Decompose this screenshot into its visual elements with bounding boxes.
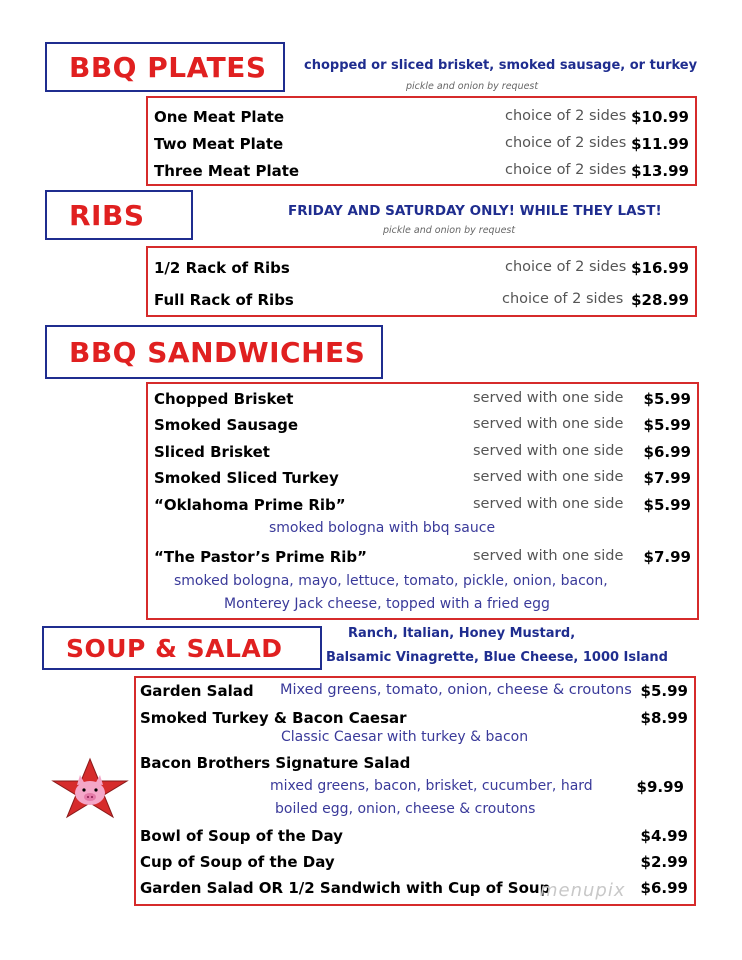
item-note: choice of 2 sides (505, 259, 627, 275)
menu-item (140, 754, 688, 776)
item-price: $5.99 (643, 496, 691, 514)
item-name: Garden Salad (140, 682, 254, 700)
caesar-description: Classic Caesar with turkey & bacon (281, 729, 529, 745)
soup-salad-box (134, 676, 696, 906)
item-price: $10.99 (631, 108, 689, 126)
menu-item (154, 443, 691, 465)
item-name: One Meat Plate (154, 108, 285, 126)
item-price: $7.99 (643, 548, 691, 566)
menu-item (140, 827, 688, 849)
item-price: $2.99 (640, 853, 688, 871)
item-note: served with one side (473, 496, 624, 512)
item-note: Mixed greens, tomato, onion, cheese & croutons (280, 682, 632, 698)
bbq-plates-description: chopped or sliced brisket, smoked sausage, or turkey (304, 58, 698, 73)
signature-description-line2: boiled egg, onion, cheese & croutons (275, 801, 536, 817)
menu-item (154, 291, 689, 313)
item-note: choice of 2 sides (505, 135, 627, 151)
menupix-watermark: menupix (540, 880, 626, 901)
sandwiches-box (146, 382, 699, 620)
signature-description-line1: mixed greens, bacon, brisket, cucumber, hard (270, 778, 593, 794)
item-name: Garden Salad OR 1/2 Sandwich with Cup of Soup (140, 879, 551, 897)
item-name: “Oklahoma Prime Rib” (154, 496, 346, 514)
sandwiches-title: BBQ SANDWICHES (69, 335, 366, 369)
pig-star-icon (50, 757, 130, 819)
ribs-header (45, 190, 193, 240)
menu-item (154, 469, 691, 491)
item-price: $11.99 (631, 135, 689, 153)
menu-item (154, 416, 691, 438)
bbq-plates-title: BBQ PLATES (69, 50, 267, 84)
item-note: choice of 2 sides (505, 162, 627, 178)
pastor-description-line2: Monterey Jack cheese, topped with a fried egg (224, 596, 550, 612)
bbq-plates-header (45, 42, 285, 92)
ribs-description: FRIDAY AND SATURDAY ONLY! WHILE THEY LAST! (288, 203, 662, 219)
oklahoma-description: smoked bologna with bbq sauce (269, 520, 496, 536)
item-note: served with one side (473, 416, 624, 432)
menu-item (154, 135, 689, 157)
item-price: $8.99 (640, 709, 688, 727)
ribs-box (146, 246, 697, 317)
item-note: served with one side (473, 443, 624, 459)
menu-item (140, 853, 688, 875)
item-name: Smoked Sausage (154, 416, 299, 434)
menu-item (154, 548, 691, 570)
item-price: $4.99 (640, 827, 688, 845)
item-note: choice of 2 sides (502, 291, 624, 307)
signature-price: $9.99 (636, 778, 684, 796)
bbq-plates-box (146, 96, 697, 186)
item-name: Two Meat Plate (154, 135, 284, 153)
item-name: Smoked Sliced Turkey (154, 469, 339, 487)
menu-item (154, 496, 691, 518)
item-note: served with one side (473, 469, 624, 485)
item-price: $5.99 (643, 390, 691, 408)
item-name: Bowl of Soup of the Day (140, 827, 343, 845)
pastor-description-line1: smoked bologna, mayo, lettuce, tomato, pickle, onion, bacon, (174, 573, 608, 589)
sandwiches-header (45, 325, 383, 379)
ribs-small-note: pickle and onion by request (383, 225, 516, 236)
item-name: Bacon Brothers Signature Salad (140, 754, 411, 772)
item-price: $28.99 (631, 291, 689, 309)
item-name: 1/2 Rack of Ribs (154, 259, 290, 277)
item-price: $13.99 (631, 162, 689, 180)
item-note: served with one side (473, 390, 624, 406)
item-price: $7.99 (643, 469, 691, 487)
menu-item (140, 709, 688, 731)
item-price: $5.99 (640, 682, 688, 700)
item-name: Cup of Soup of the Day (140, 853, 335, 871)
menu-item (154, 108, 689, 130)
item-note: choice of 2 sides (505, 108, 627, 124)
item-name: “The Pastor’s Prime Rib” (154, 548, 368, 566)
menu-item (140, 682, 688, 704)
item-price: $5.99 (643, 416, 691, 434)
soup-salad-title: SOUP & SALAD (66, 633, 283, 663)
item-name: Sliced Brisket (154, 443, 270, 461)
dressings-line2: Balsamic Vinagrette, Blue Cheese, 1000 Island (326, 650, 668, 665)
item-price: $6.99 (643, 443, 691, 461)
bbq-plates-small-note: pickle and onion by request (406, 81, 539, 92)
item-name: Chopped Brisket (154, 390, 294, 408)
item-name: Full Rack of Ribs (154, 291, 294, 309)
item-name: Smoked Turkey & Bacon Caesar (140, 709, 407, 727)
item-note: served with one side (473, 548, 624, 564)
item-name: Three Meat Plate (154, 162, 300, 180)
item-price: $16.99 (631, 259, 689, 277)
item-price: $6.99 (640, 879, 688, 897)
ribs-title: RIBS (69, 198, 145, 232)
menu-item (154, 259, 689, 281)
menu-item (154, 390, 691, 412)
menu-item (154, 162, 689, 184)
dressings-line1: Ranch, Italian, Honey Mustard, (348, 626, 576, 641)
soup-salad-header (42, 626, 322, 670)
